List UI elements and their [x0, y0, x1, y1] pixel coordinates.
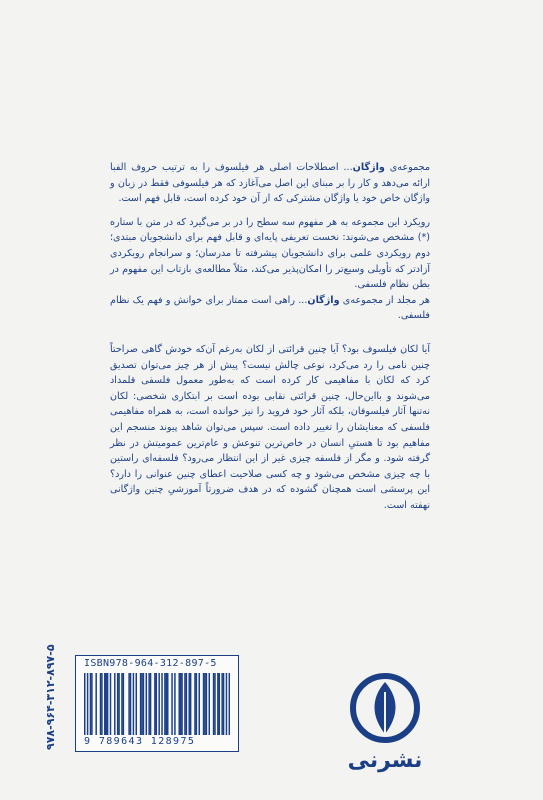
barcode-bar — [186, 673, 187, 735]
barcode-bar — [206, 673, 207, 735]
barcode-bar — [84, 673, 85, 735]
intro-paragraph-2: رویکرد این مجموعه به هر مفهوم سه سطح را در بر می‌گیرد که در متن با ستاره (*) مشخص می‌شوند: نخست تعریفی پایه‌ای و قابل فهم برای دانشجویان مبتدی؛ دوم رویکردی علمی برای دانشجویان پیشرفته تا مدرسان؛ و سرانجام رویکردی آزادتر که تأویلی وسیع‌تر را امکان‌پذیر می‌کند، مثلاً مطالعه‌ی بازتاب این مفهوم در بطن نظام فلسفی. — [110, 216, 430, 291]
barcode-bar — [143, 673, 144, 735]
barcode-bar — [178, 673, 179, 735]
barcode-bar — [194, 673, 195, 735]
barcode-bars — [84, 673, 230, 735]
barcode-bar — [181, 673, 182, 735]
publisher-logo — [335, 670, 435, 780]
barcode-bar — [133, 673, 134, 735]
barcode-bar — [140, 673, 141, 735]
barcode-bar — [101, 673, 102, 735]
barcode-bar — [167, 673, 168, 735]
description-paragraph: آیا لکان فیلسوف بود؟ آیا چنین قرائتی از لکان به‌رغم آن‌که خودش گاهی صراحتاً چنین نامی را رد می‌کرد، نوعی چالش نیست؟ پیش از هر چیز می‌توان تصدیق کرد که لکان با مفاهیمی کار کرده است که به‌طور معمول فلسفی قلمداد می‌شوند و با‌این‌حال، چنین قرائتی نقابی بوده است بر ابتکاری شخصی: لکان نه‌تنها آثار فیلسوفان، بلکه آثار خود فروید را نیز خوانده است، به همراه مفاهیمی فلسفی که معنایشان را تغییر داده است. سپس می‌توان شاهد پیوند منسجم این مفاهیم بود تا هستیِ انسان در خاص‌ترین تنوعش و عام‌ترین عمومیتش در نظر گرفته شود. و مگر از فلسفه چیزی غیر از این انتظار می‌رود؟ فلسفه‌ای راستین با چه چیزی مشخص می‌شود و چه کسی صلاحیت اعطای چنین عنوانی را دارد؟ این پرسشی است همچنان گشوده که در هدف ضرورتاً آموزشیِ چنین واژگانی نهفته است. — [110, 343, 430, 511]
intro-p3-rest: ... راهی است ممتاز برای خوانش و فهم یک نظام فلسفی. — [110, 294, 430, 322]
barcode-digits: 9 789643 128975 — [84, 736, 196, 747]
barcode-bar — [209, 673, 210, 735]
barcode-bar — [188, 673, 189, 735]
barcode-bar — [217, 673, 218, 735]
barcode-bar — [219, 673, 220, 735]
vertical-isbn-label: ۹۷۸-۹۶۴-۳۱۲-۸۹۷-۵ — [44, 644, 57, 750]
barcode-box — [75, 655, 239, 752]
barcode-bar — [95, 673, 96, 735]
barcode-bar — [154, 673, 155, 735]
barcode-bar — [213, 673, 214, 735]
intro-paragraph-3 — [110, 293, 430, 324]
vertical-isbn-text — [4, 644, 64, 750]
barcode-bar — [226, 673, 227, 735]
barcode-bar — [158, 673, 159, 735]
barcode-bar — [105, 673, 106, 735]
barcode-bar — [214, 673, 215, 735]
barcode-bar — [87, 673, 88, 735]
intro-p3-lead: هر مجلد از مجموعه‌ی — [339, 294, 430, 306]
barcode-bar — [156, 673, 157, 735]
barcode-bar — [184, 673, 185, 735]
barcode-bar — [90, 673, 91, 735]
barcode-bar — [150, 673, 151, 735]
intro-p1-lead: مجموعه‌ی — [384, 162, 430, 173]
barcode-bar — [118, 673, 119, 735]
barcode-bar — [203, 673, 204, 735]
barcode-bar — [130, 673, 131, 735]
barcode-bar — [171, 673, 172, 735]
barcode-bar — [229, 673, 230, 735]
intro-p3-series-name: واژگان — [307, 294, 340, 306]
barcode-bar — [141, 673, 142, 735]
barcode-bar — [117, 673, 118, 735]
barcode-bar — [223, 673, 224, 735]
barcode-bar — [107, 673, 108, 735]
barcode-bar — [221, 673, 222, 735]
intro-paragraph-1 — [110, 160, 430, 207]
barcode-bar — [128, 673, 129, 735]
barcode-bar — [180, 673, 181, 735]
barcode-bar — [146, 673, 147, 735]
barcode-bar — [148, 673, 149, 735]
barcode-bar — [100, 673, 101, 735]
barcode-bar — [196, 673, 197, 735]
barcode-bar — [190, 673, 191, 735]
publisher-name: نشرنی — [347, 748, 423, 773]
barcode-bar — [104, 673, 105, 735]
isbn-label: ISBN978-964-312-897-5 — [84, 658, 217, 669]
barcode-bar — [123, 673, 124, 735]
barcode-bar — [136, 673, 137, 735]
barcode-bar — [199, 673, 200, 735]
cover-text-block — [110, 160, 430, 513]
barcode-bar — [174, 673, 175, 735]
barcode-bar — [204, 673, 205, 735]
publisher-leaf-icon — [335, 670, 435, 750]
barcode-bar — [161, 673, 162, 735]
barcode-bar — [114, 673, 115, 735]
barcode-bar — [91, 673, 92, 735]
intro-p1-rest: ... اصطلاحات اصلی هر فیلسوف را به ترتیب حروف الفبا ارائه می‌دهد و کار را بر مبنای این اصل می‌آغازد که هر فیلسوفی فقط در زبان و واژگان خاص خود یا واژگان مشترکی که از آن خود کرده است، قابل فهم است. — [110, 162, 430, 205]
intro-p1-series-name: واژگان — [352, 162, 385, 173]
barcode-bar — [164, 673, 165, 735]
barcode-bar — [166, 673, 167, 735]
barcode-bar — [110, 673, 111, 735]
barcode-bar — [121, 673, 122, 735]
